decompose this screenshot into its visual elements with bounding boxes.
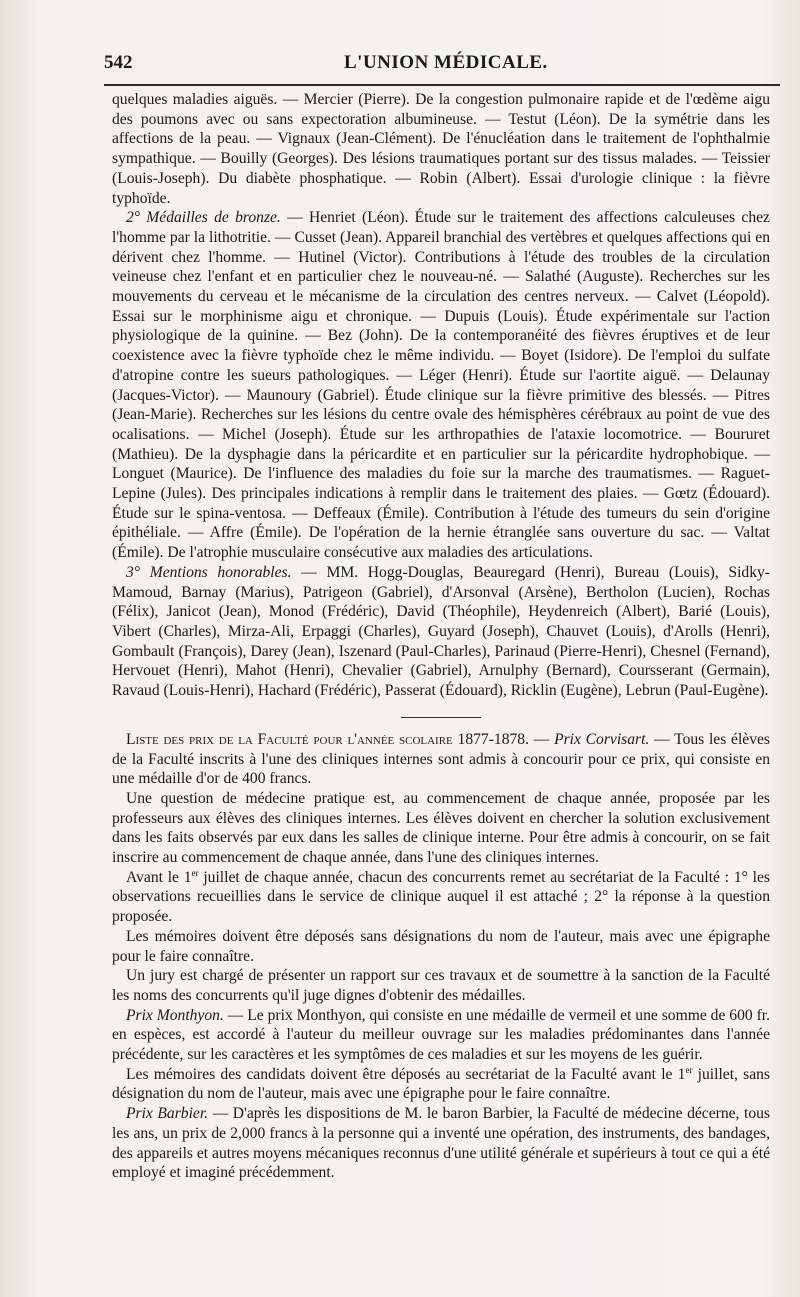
prix-barbier-text: — D'après les dispositions de M. le baron Barbier, la Faculté de médecine décerne, tous les ans, un prix de 2,000 francs à la personne qui a inventé une opération, des instruments, des bandages, des appareils et autres moyens mécaniques reconnus d'une utilité générale et supérieurs à tout ce qui a été employé et imaginé précédemment. xyxy=(112,1105,770,1182)
paragraph-prize-list-heading xyxy=(112,730,770,789)
honorable-mentions-text: — MM. Hogg-Douglas, Beauregard (Henri), Bureau (Louis), Sidky-Mamoud, Barnay (Marius), Patrigeon (Gabriel), d'Arsonval (Arsène), Bertholon (Lucien), Rochas (Félix), Janicot (Jean), Monod (Frédéric), David (Théophile), Heydenreich (Albert), Barié (Louis), Vibert (Charles), Mirza-Ali, Erpaggi (Charles), Guyard (Joseph), Chauvet (Louis), d'Arolls (Henri), Gombault (François), Darey (Jean), Iszenard (Paul-Charles), Parinaud (Pierre-Henri), Chesnel (Fernand), Hervouet (Henri), Mahot (Henri), Chevalier (Gabriel), Arnulphy (Bernard), Coursserant (Germain), Ravaud (Louis-Henri), Hachard (Frédéric), Passerat (Édouard), Ricklin (Eugène), Lebrun (Paul-Eugène). xyxy=(112,563,771,700)
prize-list-year: 1877-1878. — xyxy=(452,730,555,748)
prix-monthyon-text: — Le prix Monthyon, qui consiste en une médaille de vermeil et une somme de 600 fr. en espèces, est accordé à l'auteur du meilleur ouvrage sur les maladies prédominantes dans l'année précédente, sur les caractères et les symptômes de ces maladies et sur les moyens de les guérir. xyxy=(112,1006,770,1064)
paragraph-prix-barbier xyxy=(112,1104,770,1183)
paragraph-jury: Un jury est chargé de présenter un rapport sur ces travaux et de soumettre à la sanction de la Faculté les noms des concurrents qu'il juge dignes d'obtenir des médailles. xyxy=(112,967,770,1004)
bronze-medals-text: — Henriet (Léon). Étude sur le traitement des affections calculeuses chez l'homme par la lithotritie. — Cusset (Jean). Appareil branchial des vertèbres et quelques affections qui en dérivent chez l'homme. — Hutinel (Victor). Contributions à l'étude des troubles de la circulation veineuse chez l'enfant et en particulier chez le nouveau-né. — Salathé (Auguste). Recherches sur les mouvements du cerveau et le mécanisme de la circulation des centres nerveux. — Calvet (Léopold). Essai sur le morphinisme aigu et chronique. — Dupuis (Louis). Étude expérimentale sur l'action physiologique de la quinine. — Bez (John). De la contemporanéité des fièvres éruptives et de leur coexistence avec la fièvre typhoïde chez le même individu. — Boyet (Isidore). De l'emploi du sulfate d'atropine contre les sueurs pathologiques. — Léger (Henri). Étude sur l'aortite aiguë. — Delaunay (Jacques-Victor). — Maunoury (Gabriel). Étude clinique sur la fièvre primitive des blessés. — Pitres (Jean-Marie). Recherches sur les lésions du centre ovale des hémisphères cérébraux au point de vue des ocalisations. — Michel (Joseph). Étude sur les arthropathies de l'ataxie locomotrice. — Boururet (Mathieu). De la dysphagie dans la péricardite et en particulier sur la péricardite hydrophobique. — Longuet (Maurice). De l'influence des maladies du foie sur la marche des traumatismes. — Raguet-Lepine (Jules). Des principales indications à remplir dans le traitement des plaies. — Gœtz (Édouard). Étude sur le spina-ventosa. — Deffeaux (Émile). Contribution à l'étude des tumeurs du sein d'origine épithéliale. — Affre (Émile). De l'opération de la hernie étranglée sans ouverture du sac. — Valtat (Émile). De l'atrophie musculaire consécutive aux maladies des articulations. xyxy=(112,209,770,562)
running-title: L'UNION MÉDICALE. xyxy=(344,52,548,73)
header-rule xyxy=(104,84,780,86)
bronze-medals-label: 2° Médailles de bronze. xyxy=(126,209,281,227)
page-body xyxy=(112,90,770,1183)
prix-barbier-label: Prix Barbier. xyxy=(126,1105,209,1123)
prix-monthyon-label: Prix Monthyon. xyxy=(126,1006,224,1024)
page-number: 542 xyxy=(104,52,133,73)
paragraph-question: Une question de médecine pratique est, au commencement de chaque année, proposée par les professeurs aux élèves des cliniques internes. Les élèves doivent en chercher la solution exclusivement dans les faits observés par eux dans les salles de clinique interne. Pour être admis à concourir, on se fait inscrire au commencement de chaque année, dans l'une des cliniques internes. xyxy=(112,789,770,867)
paragraph-memoirs: Les mémoires doivent être déposés sans désignations du nom de l'auteur, mais avec une épigraphe pour le faire connaître. xyxy=(112,927,770,965)
paragraph-bronze-medals xyxy=(112,208,770,563)
monthyon-memoirs-b: juillet, sans désignation du nom de l'auteur, mais avec une épigraphe pour le faire connaître. xyxy=(112,1065,770,1103)
prix-corvisart-label: Prix Corvisart. xyxy=(554,730,650,748)
deadline-text-b: juillet de chaque année, chacun des concurrents remet au secrétariat de la Faculté : 1° les observations recueillies dans le service de clinique auquel il est attaché ; 2° la réponse à la question proposée. xyxy=(112,868,770,926)
prix-corvisart-text: — Tous les élèves de la Faculté inscrits à l'une des cliniques internes sont admis à concourir pour ce prix, qui consiste en une médaille d'or de 400 francs. xyxy=(112,730,770,788)
deadline-text-a: Avant le 1 xyxy=(126,868,192,886)
paragraph-medals-silver-end: quelques maladies aiguës. — Mercier (Pierre). De la congestion pulmonaire rapide et de l'œdème aigu des poumons avec ou sans expectoration albumineuse. — Testut (Léon). De la symétrie dans les affections de la peau. — Vignaux (Jean-Clément). De l'énucléation dans le traitement de l'ophthalmie sympathique. — Bouilly (Georges). Des lésions traumatiques portant sur des tissus malades. — Teissier (Louis-Joseph). Du diabète phosphatique. — Robin (Albert). Essai d'urologie clinique : la fièvre typhoïde. xyxy=(112,91,770,207)
prize-list-heading: Liste des prix de la Faculté pour l'année scolaire xyxy=(126,730,453,748)
deadline-sup: er xyxy=(191,867,199,878)
paragraph-monthyon-memoirs xyxy=(112,1065,770,1104)
monthyon-memoirs-a: Les mémoires des candidats doivent être déposés au secrétariat de la Faculté avant le 1 xyxy=(126,1065,686,1083)
section-divider xyxy=(401,717,481,718)
monthyon-memoirs-sup: er xyxy=(685,1064,693,1075)
honorable-mentions-label: 3° Mentions honorables. xyxy=(126,563,292,581)
paragraph-honorable-mentions xyxy=(112,563,770,701)
paragraph-deadline xyxy=(112,868,770,927)
page-header xyxy=(104,48,684,76)
paragraph-prix-monthyon xyxy=(112,1006,770,1065)
